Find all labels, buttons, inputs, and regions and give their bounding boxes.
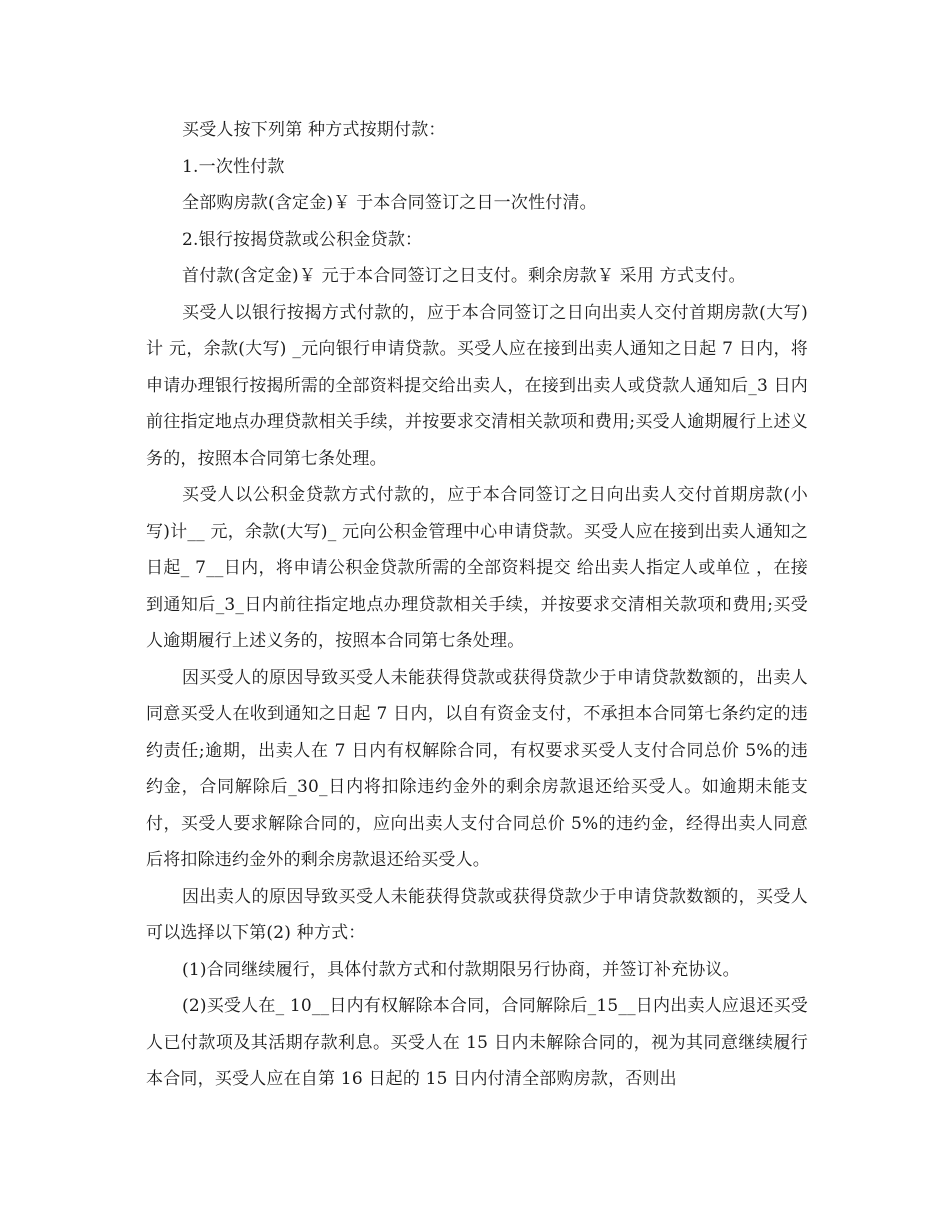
paragraph-down-payment: 首付款(含定金)￥ 元于本合同签订之日支付。剩余房款￥ 采用 方式支付。 — [182, 266, 746, 286]
paragraph-lump-sum-terms: 全部购房款(含定金)￥ 于本合同签订之日一次性付清。 — [182, 193, 597, 213]
paragraph-option-1: (1)合同继续履行，具体付款方式和付款期限另行协商，并签订补充协议。 — [182, 959, 740, 980]
paragraph-loan-heading: 2.银行按揭贷款或公积金贷款： — [182, 229, 423, 250]
paragraph-provident-fund-loan: 买受人以公积金贷款方式付款的，应于本合同签订之日向出卖人交付首期房款(小写)计__ 元，余款(大写)_ 元向公积金管理中心申请贷款。买受人应在接到出卖人通知之日起_ 7__日内，将申请公积金贷款所需的全部资料提交 给出卖人指定人或单位 ，在接到通知后_3_日内前往指定地点办理贷款相关手续，并按要求交清相关款项和费用;买受人逾期履行上述义务的，按照本合同第七条处理。 — [146, 485, 808, 651]
paragraph-seller-fault: 因出卖人的原因导致买受人未能获得贷款或获得贷款少于申请贷款数额的，买受人可以选择以下第(2) 种方式： — [146, 886, 808, 943]
paragraph-payment-method: 买受人按下列第 种方式按期付款： — [182, 120, 446, 140]
document-body — [146, 112, 808, 1098]
paragraph-option-2: (2)买受人在_ 10__日内有权解除本合同，合同解除后_15__日内出卖人应退还买受人已付款项及其活期存款利息。买受人在 15 日内未解除合同的，视为其同意继续履行本合同，买受人应在自第 16 日起的 15 日内付清全部购房款，否则出 — [146, 996, 808, 1089]
paragraph-bank-mortgage: 买受人以银行按揭方式付款的，应于本合同签订之日向出卖人交付首期房款(大写)计 元，余款(大写) _元向银行申请贷款。买受人应在接到出卖人通知之日起 7 日内，将申请办理银行按揭所需的全部资料提交给出卖人，在接到出卖人或贷款人通知后_3 日内前往指定地点办理贷款相关手续，并按要求交清相关款项和费用;买受人逾期履行上述义务的，按照本合同第七条处理。 — [146, 302, 808, 469]
paragraph-buyer-fault: 因买受人的原因导致买受人未能获得贷款或获得贷款少于申请贷款数额的，出卖人同意买受人在收到通知之日起 7 日内，以自有资金支付，不承担本合同第七条约定的违约责任;逾期，出卖人在 7 日内有权解除合同，有权要求买受人支付合同总价 5%的违约金，合同解除后_30_日内将扣除违约金外的剩余房款退还给买受人。如逾期未能支付，买受人要求解除合同的，应向出卖人支付合同总价 5%的违约金，经得出卖人同意后将扣除违约金外的剩余房款退还给买受人。 — [146, 667, 808, 870]
paragraph-lump-sum-heading: 1.一次性付款 — [182, 156, 285, 177]
